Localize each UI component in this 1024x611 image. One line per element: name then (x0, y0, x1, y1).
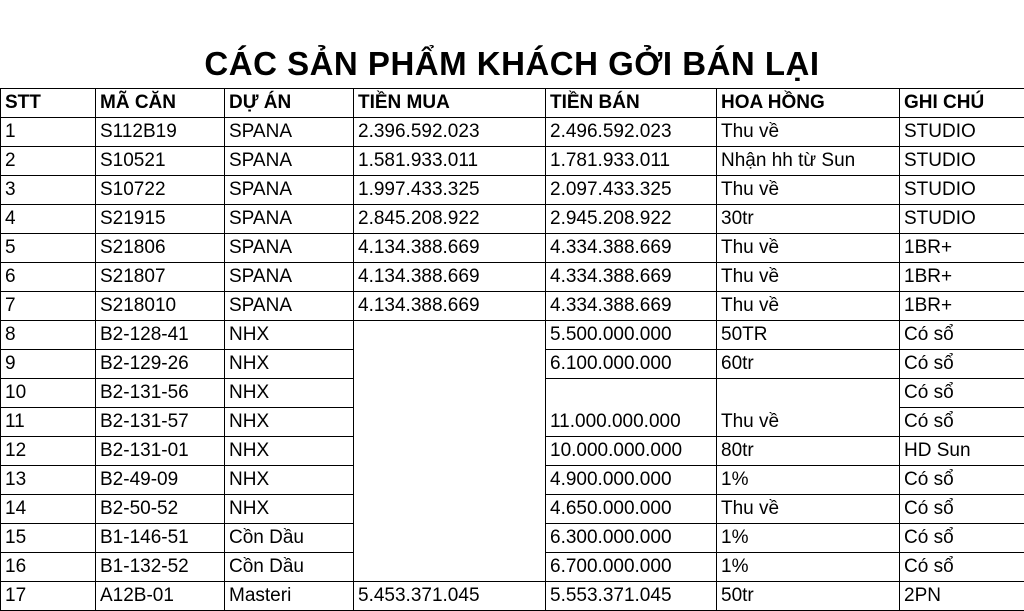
header-row (1, 89, 1024, 118)
cell-du-an[interactable]: NHX (225, 350, 354, 379)
cell-tien-mua[interactable]: 1.581.933.011 (354, 147, 546, 176)
cell-hoa-hong[interactable]: Nhận hh từ Sun (717, 147, 900, 176)
cell-tien-ban[interactable]: 4.650.000.000 (546, 495, 717, 524)
cell-du-an[interactable]: NHX (225, 495, 354, 524)
cell-hoa-hong[interactable]: Thu về (717, 176, 900, 205)
cell-stt[interactable]: 4 (1, 205, 96, 234)
cell-du-an[interactable]: SPANA (225, 147, 354, 176)
cell-du-an[interactable]: SPANA (225, 292, 354, 321)
table-row (1, 582, 1024, 611)
table-row (1, 234, 1024, 263)
cell-du-an[interactable]: Cồn Dầu (225, 524, 354, 553)
header-du-an[interactable]: DỰ ÁN (225, 89, 354, 118)
cell-hoa-hong[interactable]: Thu về (717, 495, 900, 524)
cell-ghi-chu[interactable]: Có sổ (900, 350, 1024, 379)
cell-ghi-chu[interactable]: Có sổ (900, 379, 1024, 408)
cell-stt[interactable]: 8 (1, 321, 96, 350)
table-row (1, 321, 1024, 350)
cell-hoa-hong[interactable]: 80tr (717, 437, 900, 466)
cell-hoa-hong[interactable]: 50TR (717, 321, 900, 350)
table-row (1, 147, 1024, 176)
cell-tien-mua-merged[interactable] (354, 321, 546, 582)
cell-stt[interactable]: 1 (1, 118, 96, 147)
cell-ma-can[interactable]: B1-146-51 (96, 524, 225, 553)
cell-tien-ban[interactable]: 4.900.000.000 (546, 466, 717, 495)
cell-hoa-hong[interactable]: 1% (717, 524, 900, 553)
cell-stt[interactable]: 5 (1, 234, 96, 263)
cell-stt[interactable]: 9 (1, 350, 96, 379)
cell-du-an[interactable]: NHX (225, 466, 354, 495)
cell-tien-ban[interactable]: 5.553.371.045 (546, 582, 717, 611)
cell-ghi-chu[interactable]: STUDIO (900, 176, 1024, 205)
table-row (1, 205, 1024, 234)
cell-tien-ban[interactable]: 4.334.388.669 (546, 263, 717, 292)
table-row (1, 118, 1024, 147)
cell-ma-can[interactable]: S21806 (96, 234, 225, 263)
cell-du-an[interactable]: SPANA (225, 118, 354, 147)
cell-hoa-hong[interactable]: Thu về (717, 234, 900, 263)
cell-tien-ban[interactable]: 2.097.433.325 (546, 176, 717, 205)
cell-ma-can[interactable]: S112B19 (96, 118, 225, 147)
sheet-title: CÁC SẢN PHẨM KHÁCH GỞI BÁN LẠI (0, 44, 1024, 84)
header-tien-ban[interactable]: TIỀN BÁN (546, 89, 717, 118)
cell-tien-ban[interactable]: 6.700.000.000 (546, 553, 717, 582)
cell-ghi-chu[interactable]: 1BR+ (900, 263, 1024, 292)
cell-du-an[interactable]: SPANA (225, 176, 354, 205)
cell-tien-mua[interactable]: 4.134.388.669 (354, 263, 546, 292)
cell-ghi-chu[interactable]: 1BR+ (900, 234, 1024, 263)
cell-tien-ban[interactable]: 5.500.000.000 (546, 321, 717, 350)
table-row (1, 292, 1024, 321)
cell-stt[interactable]: 12 (1, 437, 96, 466)
header-ma-can[interactable]: MÃ CĂN (96, 89, 225, 118)
cell-ma-can[interactable]: B1-132-52 (96, 553, 225, 582)
cell-tien-mua[interactable]: 4.134.388.669 (354, 234, 546, 263)
cell-du-an[interactable]: Cồn Dầu (225, 553, 354, 582)
cell-tien-ban[interactable]: 1.781.933.011 (546, 147, 717, 176)
cell-tien-ban[interactable]: 2.945.208.922 (546, 205, 717, 234)
cell-hoa-hong[interactable]: 1% (717, 553, 900, 582)
cell-tien-mua[interactable]: 1.997.433.325 (354, 176, 546, 205)
cell-tien-ban[interactable]: 4.334.388.669 (546, 292, 717, 321)
cell-hoa-hong[interactable]: 30tr (717, 205, 900, 234)
header-ghi-chu[interactable]: GHI CHÚ (900, 89, 1024, 118)
cell-ghi-chu[interactable]: STUDIO (900, 205, 1024, 234)
cell-stt[interactable]: 6 (1, 263, 96, 292)
cell-ma-can[interactable]: B2-50-52 (96, 495, 225, 524)
cell-hoa-hong[interactable]: Thu về (717, 263, 900, 292)
cell-stt[interactable]: 17 (1, 582, 96, 611)
table-row (1, 263, 1024, 292)
header-hoa-hong[interactable]: HOA HỒNG (717, 89, 900, 118)
cell-hoa-hong[interactable]: Thu về (717, 292, 900, 321)
cell-ghi-chu[interactable]: Có sổ (900, 524, 1024, 553)
cell-tien-mua[interactable]: 5.453.371.045 (354, 582, 546, 611)
cell-du-an[interactable]: NHX (225, 321, 354, 350)
cell-tien-ban[interactable]: 6.300.000.000 (546, 524, 717, 553)
cell-ma-can[interactable]: B2-131-01 (96, 437, 225, 466)
cell-stt[interactable]: 15 (1, 524, 96, 553)
cell-du-an[interactable]: SPANA (225, 234, 354, 263)
cell-stt[interactable]: 16 (1, 553, 96, 582)
cell-ghi-chu[interactable]: STUDIO (900, 147, 1024, 176)
cell-hoa-hong[interactable]: Thu về (717, 118, 900, 147)
cell-ma-can[interactable]: S21807 (96, 263, 225, 292)
cell-tien-ban[interactable]: 2.496.592.023 (546, 118, 717, 147)
cell-ghi-chu[interactable]: Có sổ (900, 321, 1024, 350)
cell-ghi-chu[interactable]: STUDIO (900, 118, 1024, 147)
cell-tien-ban[interactable]: 6.100.000.000 (546, 350, 717, 379)
cell-hoa-hong[interactable]: 50tr (717, 582, 900, 611)
cell-du-an[interactable]: SPANA (225, 263, 354, 292)
cell-hoa-hong-merged[interactable]: Thu về (717, 379, 900, 437)
cell-du-an[interactable]: NHX (225, 379, 354, 408)
cell-du-an[interactable]: Masteri (225, 582, 354, 611)
cell-ghi-chu[interactable]: Có sổ (900, 495, 1024, 524)
cell-ghi-chu[interactable]: Có sổ (900, 553, 1024, 582)
cell-ghi-chu[interactable]: 1BR+ (900, 292, 1024, 321)
cell-hoa-hong[interactable]: 1% (717, 466, 900, 495)
cell-ghi-chu[interactable]: HD Sun (900, 437, 1024, 466)
cell-stt[interactable]: 7 (1, 292, 96, 321)
cell-tien-ban-merged[interactable]: 11.000.000.000 (546, 379, 717, 437)
header-stt[interactable]: STT (1, 89, 96, 118)
cell-stt[interactable]: 13 (1, 466, 96, 495)
cell-tien-mua[interactable]: 2.845.208.922 (354, 205, 546, 234)
cell-stt[interactable]: 3 (1, 176, 96, 205)
cell-ma-can[interactable]: B2-128-41 (96, 321, 225, 350)
cell-stt[interactable]: 11 (1, 408, 96, 437)
header-tien-mua[interactable]: TIỀN MUA (354, 89, 546, 118)
cell-ghi-chu[interactable]: 2PN (900, 582, 1024, 611)
cell-tien-ban[interactable]: 10.000.000.000 (546, 437, 717, 466)
cell-ghi-chu[interactable]: Có sổ (900, 408, 1024, 437)
cell-tien-mua[interactable]: 2.396.592.023 (354, 118, 546, 147)
listing-table (0, 88, 1024, 611)
cell-du-an[interactable]: NHX (225, 408, 354, 437)
cell-hoa-hong[interactable]: 60tr (717, 350, 900, 379)
cell-du-an[interactable]: NHX (225, 437, 354, 466)
cell-ma-can[interactable]: S10722 (96, 176, 225, 205)
cell-tien-mua[interactable]: 4.134.388.669 (354, 292, 546, 321)
cell-ma-can[interactable]: S21915 (96, 205, 225, 234)
cell-ma-can[interactable]: S218010 (96, 292, 225, 321)
cell-stt[interactable]: 14 (1, 495, 96, 524)
cell-ma-can[interactable]: S10521 (96, 147, 225, 176)
cell-ghi-chu[interactable]: Có sổ (900, 466, 1024, 495)
table-row (1, 176, 1024, 205)
cell-ma-can[interactable]: B2-49-09 (96, 466, 225, 495)
cell-stt[interactable]: 10 (1, 379, 96, 408)
cell-ma-can[interactable]: B2-131-57 (96, 408, 225, 437)
cell-ma-can[interactable]: B2-131-56 (96, 379, 225, 408)
cell-ma-can[interactable]: A12B-01 (96, 582, 225, 611)
cell-stt[interactable]: 2 (1, 147, 96, 176)
cell-tien-ban[interactable]: 4.334.388.669 (546, 234, 717, 263)
cell-ma-can[interactable]: B2-129-26 (96, 350, 225, 379)
cell-du-an[interactable]: SPANA (225, 205, 354, 234)
